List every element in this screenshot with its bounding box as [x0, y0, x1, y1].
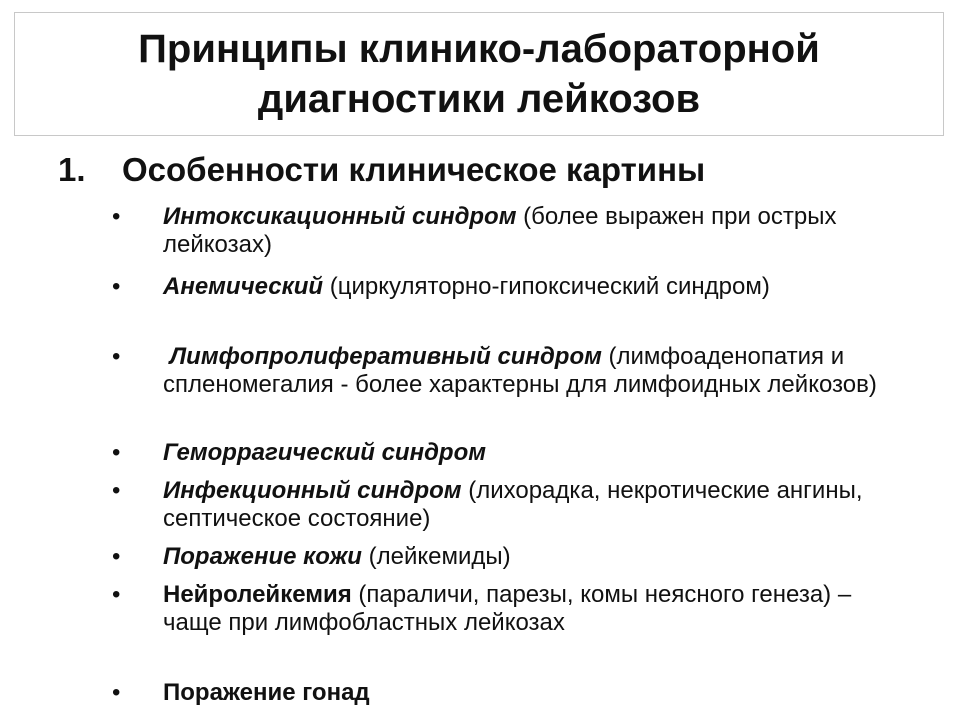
section-number: 1.: [58, 151, 86, 188]
bullet-dot: •: [112, 273, 121, 300]
item-term: Нейролейкемия: [163, 581, 352, 608]
item-term: Поражение гонад: [163, 679, 370, 706]
item-term: Анемический: [163, 273, 324, 300]
bullet-dot: •: [112, 581, 121, 608]
bullet-dot: •: [112, 343, 121, 370]
bullet-dot: •: [112, 543, 121, 570]
title-line-2: диагностики лейкозов: [257, 77, 701, 121]
bullet-dot: •: [112, 679, 121, 706]
item-term: Геморрагический синдром: [163, 439, 486, 466]
item-term: Лимфопролиферативный синдром: [163, 343, 602, 370]
item-description: (параличи, парезы, комы неясного генеза) – чаще при лимфобластных лейкозах: [163, 581, 852, 636]
item-description: (лихорадка, некротические ангины, септическое состояние): [163, 477, 863, 532]
item-term: Интоксикационный синдром: [163, 203, 517, 230]
item-description: (более выражен при острых лейкозах): [163, 203, 837, 258]
item-term: Поражение кожи: [163, 543, 362, 570]
section-heading-text: Особенности клиническое картины: [122, 151, 706, 188]
title-line-1: Принципы клинико-лабораторной: [138, 27, 820, 71]
bullet-dot: •: [112, 203, 121, 230]
item-description: (лейкемиды): [361, 543, 511, 570]
bullet-dot: •: [112, 439, 121, 466]
item-description: (циркуляторно-гипоксический синдром): [323, 273, 770, 300]
item-description: (лимфоаденопатия и спленомегалия - более характерны для лимфоидных лейкозов): [163, 343, 877, 398]
item-term: Инфекционный синдром: [163, 477, 462, 504]
bullet-dot: •: [112, 477, 121, 504]
